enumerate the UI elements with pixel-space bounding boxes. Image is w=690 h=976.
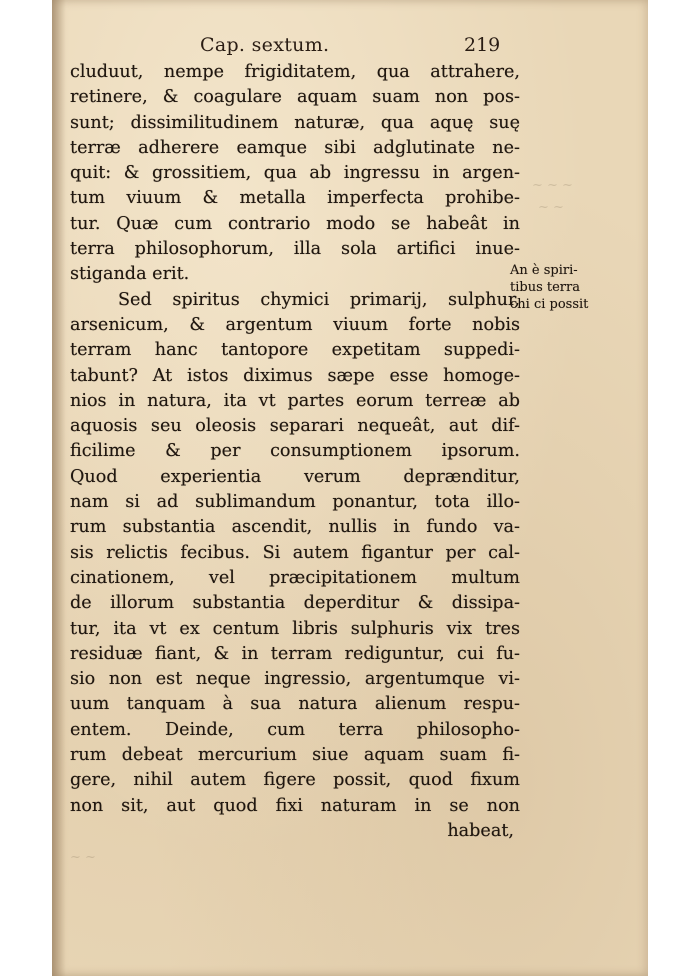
- text-line: gere, nihil autem figere possit, quod fixum: [70, 770, 520, 791]
- text-line: residuæ fiant, & in terram rediguntur, cui fu-: [70, 643, 520, 664]
- text-line: terræ adherere eamque sibi adglutinate ne-: [70, 137, 520, 158]
- page-number: 219: [464, 34, 501, 56]
- page-header: [0, 34, 690, 62]
- text-line: terra philosophorum, illa sola artifici inue-: [70, 239, 520, 260]
- text-line: de illorum substantia deperditur & dissipa-: [70, 593, 520, 614]
- text-line: quit: & grossitiem, qua ab ingressu in argen-: [70, 163, 520, 184]
- text-line: tum viuum & metalla imperfecta prohibe-: [70, 188, 520, 209]
- text-line: nam si ad sublimandum ponantur, tota illo-: [70, 492, 520, 513]
- catchword: habeat,: [447, 820, 514, 841]
- text-line: sio non est neque ingressio, argentumque vi-: [70, 669, 520, 690]
- text-line: rum substantia ascendit, nullis in fundo va-: [70, 517, 520, 538]
- text-line: stiganda erit.: [70, 264, 190, 285]
- text-line: ficilime & per consumptionem ipsorum.: [70, 441, 520, 462]
- text-line: tur. Quæ cum contrario modo se habeât in: [70, 213, 520, 234]
- show-through-text: ~ ~: [70, 850, 96, 865]
- text-line: Quod experientia verum deprænditur,: [70, 466, 520, 487]
- page-gutter-shadow: [52, 0, 66, 976]
- marginal-note-line: tibus terra: [510, 280, 580, 295]
- running-head: Cap. sextum.: [200, 34, 330, 56]
- text-line: entem. Deinde, cum terra philosopho-: [70, 719, 520, 740]
- text-line: cinationem, vel præcipitationem multum: [70, 567, 520, 588]
- text-line: retinere, & coagulare aquam suam non pos-: [70, 87, 520, 108]
- show-through-text: ~ ~: [538, 200, 564, 215]
- body-text: [70, 60, 520, 844]
- text-line: cluduut, nempe frigiditatem, qua attrahere,: [70, 62, 520, 82]
- text-line: tur, ita vt ex centum libris sulphuris vix tres: [70, 618, 520, 639]
- text-line: nios in natura, ita vt partes eorum terreæ ab: [70, 390, 520, 411]
- marginal-note-line: chi ci possit: [510, 297, 589, 312]
- text-line: sis relictis fecibus. Si autem figantur per cal-: [70, 542, 520, 563]
- marginal-note-line: An è spiri-: [510, 263, 578, 278]
- text-line: rum debeat mercurium siue aquam suam fi-: [70, 745, 520, 766]
- text-line: tabunt? At istos diximus sæpe esse homoge-: [70, 365, 520, 386]
- text-line: uum tanquam à sua natura alienum respu-: [70, 694, 520, 715]
- text-line: terram hanc tantopore expetitam suppedi-: [70, 340, 520, 361]
- text-line: non sit, aut quod fixi naturam in se non: [70, 795, 520, 816]
- marginal-note: [510, 262, 600, 313]
- show-through-text: ~ ~ ~: [532, 178, 573, 193]
- text-line: sunt; dissimilitudinem naturæ, qua aquę suę: [70, 112, 520, 133]
- text-line: arsenicum, & argentum viuum forte nobis: [70, 314, 520, 335]
- text-line: Sed spiritus chymici primarij, sulphur,: [118, 289, 520, 310]
- text-line: aquosis seu oleosis separari nequeât, aut dif-: [70, 416, 520, 437]
